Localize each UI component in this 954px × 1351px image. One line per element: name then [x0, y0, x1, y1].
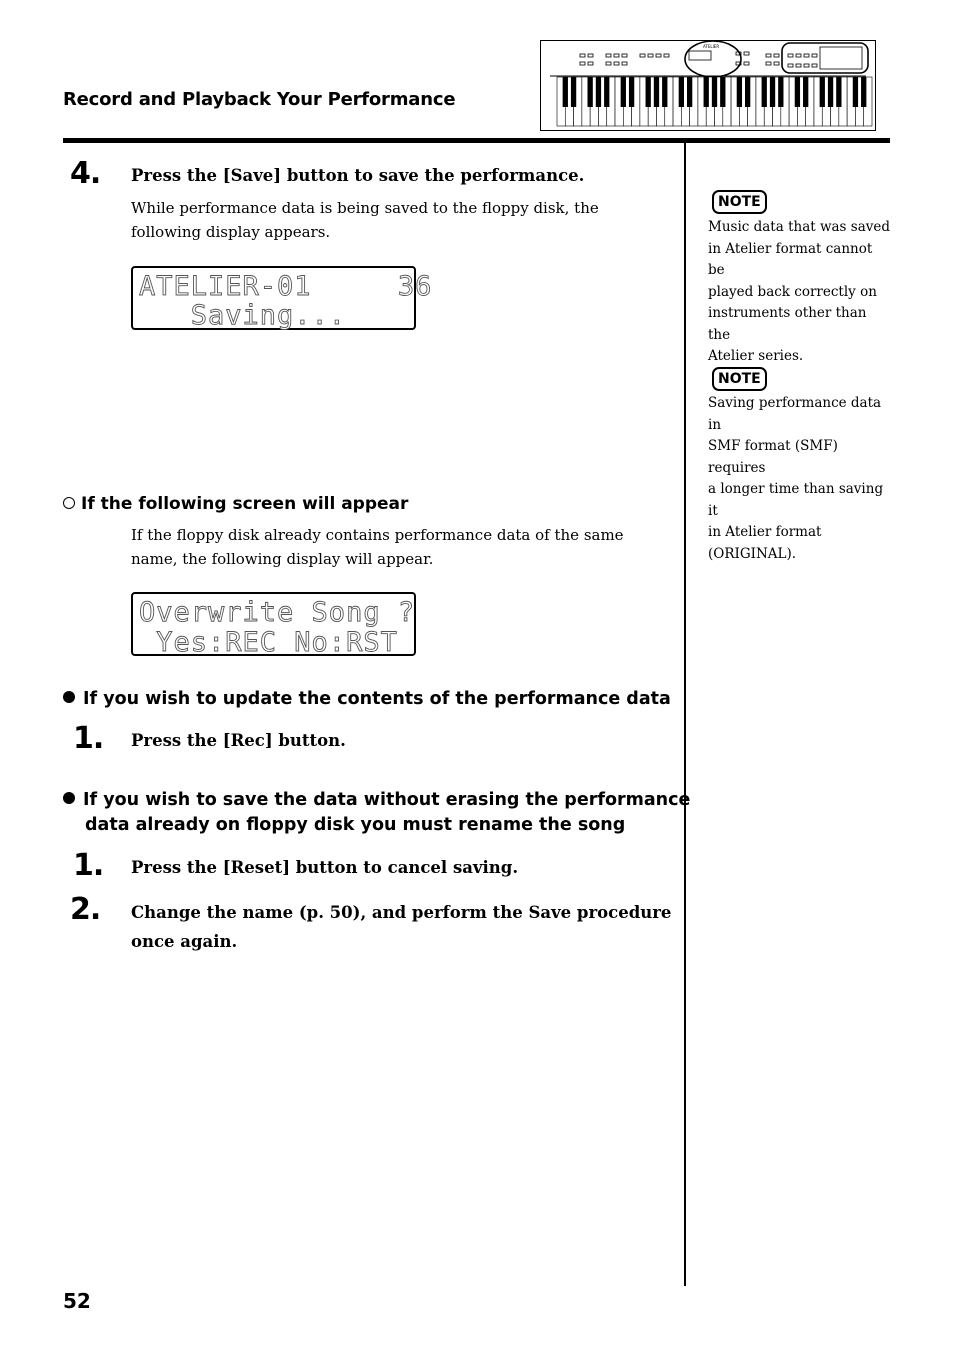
lcd-line-2: Saving...	[139, 300, 347, 331]
lcd-line-2: Yes:REC No:RST	[139, 627, 398, 658]
update-heading: If you wish to update the contents of the performance data	[63, 687, 671, 712]
overwrite-description: If the floppy disk already contains performance data of the same name, the following display will appear.	[131, 526, 624, 568]
keyboard-illustration-icon	[540, 40, 876, 131]
step-instruction: Press the [Reset] button to cancel saving.	[131, 858, 519, 877]
section-title: Record and Playback Your Performance	[63, 89, 456, 110]
step-number: 1.	[73, 721, 104, 756]
step-instruction: Press the [Rec] button.	[131, 731, 346, 750]
step-instruction: Change the name (p. 50), and perform the Save procedure	[131, 903, 672, 922]
step-description: While performance data is being saved to the floppy disk, the following display appears.	[131, 199, 599, 241]
note-text: Saving performance data in SMF format (SMF) requires a longer time than saving it in Atelier format (ORIGINAL).	[708, 395, 884, 562]
ring-bullet-icon	[63, 497, 75, 509]
lcd-display-saving	[131, 266, 433, 331]
step-number: 1.	[73, 848, 104, 883]
lcd-display-overwrite	[131, 592, 416, 656]
lcd-line-1: Overwrite Song ?	[139, 597, 416, 628]
note-badge: NOTE	[712, 367, 767, 391]
device-logo: ATELIER	[703, 44, 720, 49]
step-number: 4.	[70, 156, 101, 191]
step-instruction-line-2: once again.	[131, 932, 238, 951]
header-rule	[63, 138, 890, 143]
rename-heading: If you wish to save the data without erasing the performance	[63, 788, 690, 813]
page-number: 52	[63, 1289, 91, 1313]
bullet-icon	[63, 792, 75, 804]
column-divider	[684, 143, 686, 1286]
rename-heading-line-2: data already on floppy disk you must rename the song	[85, 815, 626, 835]
step-instruction: Press the [Save] button to save the performance.	[131, 166, 585, 185]
subsection-heading: If the following screen will appear	[63, 492, 408, 517]
bullet-icon	[63, 691, 75, 703]
note-text: Music data that was saved in Atelier format cannot be played back correctly on instruments other than the Atelier series.	[708, 219, 891, 364]
step-number: 2.	[70, 892, 101, 927]
note-badge: NOTE	[712, 190, 767, 214]
lcd-line-1: ATELIER-01 36	[139, 271, 433, 302]
